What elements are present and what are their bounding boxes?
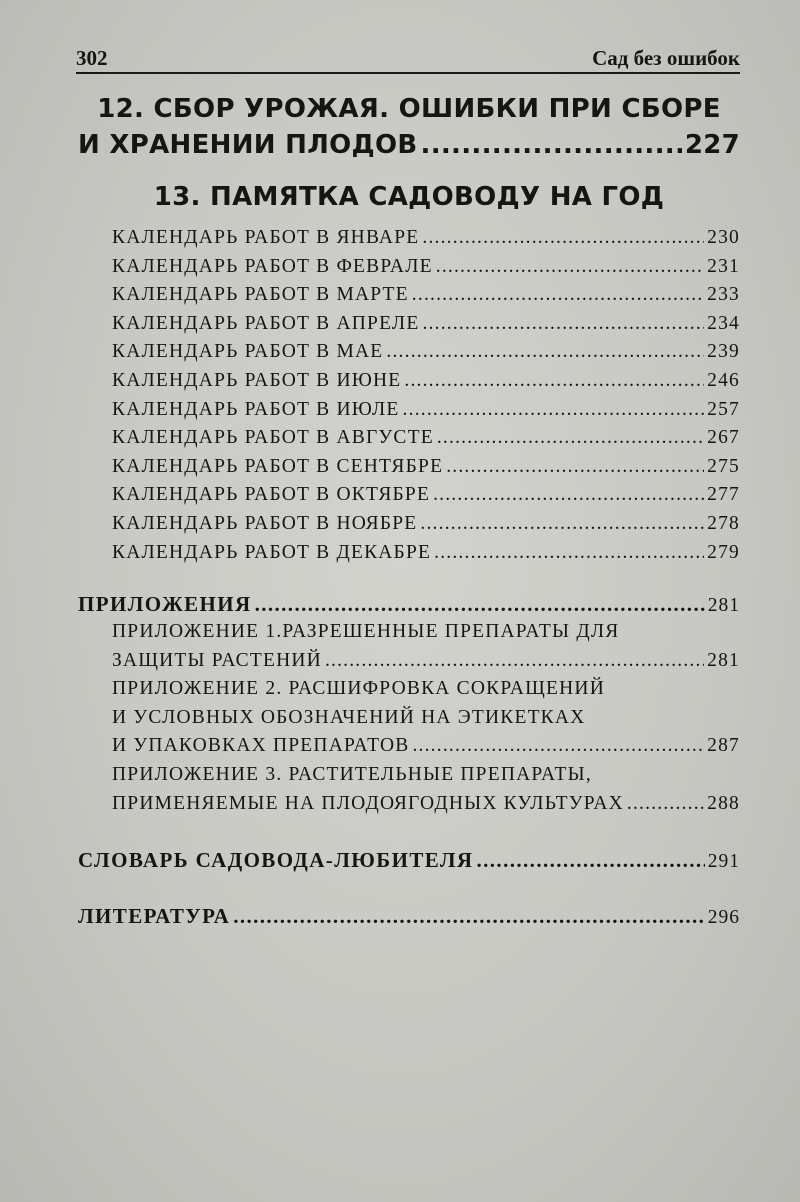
- toc-entry: [112, 510, 740, 539]
- glossary-page: 291: [707, 851, 740, 872]
- toc-entry: [112, 396, 740, 425]
- leader-dots: [437, 424, 704, 453]
- toc-entry: [112, 253, 740, 282]
- appendices-page: 281: [707, 595, 740, 616]
- appendix-2-line: И УСЛОВНЫХ ОБОЗНАЧЕНИЙ НА ЭТИКЕТКАХ: [112, 706, 586, 728]
- appendix-1-line: ПРИЛОЖЕНИЕ 1.РАЗРЕШЕННЫЕ ПРЕПАРАТЫ ДЛЯ: [112, 621, 620, 642]
- toc-entry: [112, 281, 740, 310]
- leader-dots: [412, 732, 704, 761]
- toc-entry-page: 277: [707, 484, 740, 506]
- toc-literature: [78, 904, 740, 929]
- toc-entry-page: 278: [707, 512, 740, 534]
- toc-entry-page: 231: [707, 255, 740, 277]
- section-12-title-line2-text: И ХРАНЕНИИ ПЛОДОВ: [78, 130, 418, 160]
- toc-entry: [112, 481, 740, 510]
- toc-section-12: [78, 92, 740, 162]
- toc-entry: [112, 539, 740, 568]
- running-head: [76, 44, 740, 74]
- toc-glossary: [78, 848, 740, 873]
- toc-entry-page: 239: [707, 341, 740, 363]
- toc-entry-title: КАЛЕНДАРЬ РАБОТ В МАЕ: [112, 341, 384, 363]
- toc-entry-page: 230: [707, 227, 740, 248]
- toc-entry: [112, 424, 740, 453]
- toc-entry-title: КАЛЕНДАРЬ РАБОТ В ДЕКАБРЕ: [112, 541, 432, 563]
- toc-entry-title: КАЛЕНДАРЬ РАБОТ В АПРЕЛЕ: [112, 312, 420, 334]
- leader-dots: [325, 647, 704, 676]
- appendix-2-page: 287: [707, 735, 740, 757]
- toc-appendices-heading: [78, 592, 740, 617]
- leader-dots: [476, 848, 704, 873]
- toc-entry-title: КАЛЕНДАРЬ РАБОТ В ИЮНЕ: [112, 369, 402, 391]
- section-12-page: 227: [684, 130, 740, 160]
- toc-entry-page: 275: [707, 455, 740, 477]
- leader-dots: [421, 128, 682, 162]
- toc-entry-title: КАЛЕНДАРЬ РАБОТ В СЕНТЯБРЕ: [112, 455, 444, 477]
- toc-entry-title: КАЛЕНДАРЬ РАБОТ В ФЕВРАЛЕ: [112, 255, 433, 277]
- appendix-2-title-end: И УПАКОВКАХ ПРЕПАРАТОВ: [112, 735, 410, 757]
- leader-dots: [404, 367, 704, 396]
- leader-dots: [403, 396, 705, 425]
- toc-entry-title: КАЛЕНДАРЬ РАБОТ В НОЯБРЕ: [112, 512, 418, 534]
- toc-entry-title: КАЛЕНДАРЬ РАБОТ В ИЮЛЕ: [112, 398, 400, 420]
- book-title: Сад без ошибок: [592, 46, 740, 70]
- appendix-entries: [112, 618, 740, 818]
- toc-entry: [112, 224, 740, 253]
- appendix-1-page: 281: [707, 649, 740, 671]
- leader-dots: [436, 253, 704, 282]
- toc-entry-page: 234: [707, 312, 740, 334]
- section-12-title-line1: 12. СБОР УРОЖАЯ. ОШИБКИ ПРИ СБОРЕ: [97, 94, 721, 124]
- section-12-title-line2: [78, 128, 740, 162]
- toc-entry-page: 257: [707, 398, 740, 420]
- appendices-title: ПРИЛОЖЕНИЯ: [78, 592, 252, 616]
- appendix-3-line: ПРИЛОЖЕНИЕ 3. РАСТИТЕЛЬНЫЕ ПРЕПАРАТЫ,: [112, 763, 592, 785]
- toc-entry-page: 233: [707, 284, 740, 306]
- toc-entry-page: 279: [707, 541, 740, 563]
- page-number: 302: [76, 46, 108, 70]
- leader-dots: [422, 310, 704, 339]
- leader-dots: [446, 453, 704, 482]
- literature-title: ЛИТЕРАТУРА: [78, 904, 231, 928]
- leader-dots: [412, 281, 704, 310]
- toc-entry: [112, 367, 740, 396]
- glossary-title: СЛОВАРЬ САДОВОДА-ЛЮБИТЕЛЯ: [78, 848, 474, 872]
- leader-dots: [422, 224, 704, 253]
- literature-page: 296: [707, 907, 740, 928]
- toc-entry: [112, 338, 740, 367]
- toc-entry-title: КАЛЕНДАРЬ РАБОТ В ЯНВАРЕ: [112, 227, 420, 248]
- leader-dots: [433, 481, 704, 510]
- leader-dots: [420, 510, 704, 539]
- toc-entry-title: КАЛЕНДАРЬ РАБОТ В АВГУСТЕ: [112, 427, 434, 449]
- toc-entry-page: 267: [707, 427, 740, 449]
- section-13-title: 13. ПАМЯТКА САДОВОДУ НА ГОД: [153, 182, 665, 212]
- appendix-2-line: ПРИЛОЖЕНИЕ 2. РАСШИФРОВКА СОКРАЩЕНИЙ: [112, 678, 605, 700]
- toc-entry-title: КАЛЕНДАРЬ РАБОТ В МАРТЕ: [112, 284, 409, 306]
- leader-dots: [255, 592, 705, 617]
- toc-entry-page: 246: [707, 369, 740, 391]
- calendar-entries: [112, 224, 740, 567]
- toc-entry-title: КАЛЕНДАРЬ РАБОТ В ОКТЯБРЕ: [112, 484, 431, 506]
- leader-dots: [627, 790, 704, 819]
- appendix-2-last-line: [112, 732, 740, 761]
- appendix-3-page: 288: [707, 792, 740, 814]
- appendix-1-last-line: [112, 647, 740, 676]
- leader-dots: [386, 338, 704, 367]
- appendix-1-title-end: ЗАЩИТЫ РАСТЕНИЙ: [112, 649, 322, 671]
- leader-dots: [233, 904, 705, 929]
- appendix-3-last-line: [112, 790, 740, 819]
- toc-entry: [112, 453, 740, 482]
- leader-dots: [434, 539, 704, 568]
- appendix-3-title-end: ПРИМЕНЯЕМЫЕ НА ПЛОДОЯГОДНЫХ КУЛЬТУРАХ: [112, 792, 624, 814]
- toc-entry: [112, 310, 740, 339]
